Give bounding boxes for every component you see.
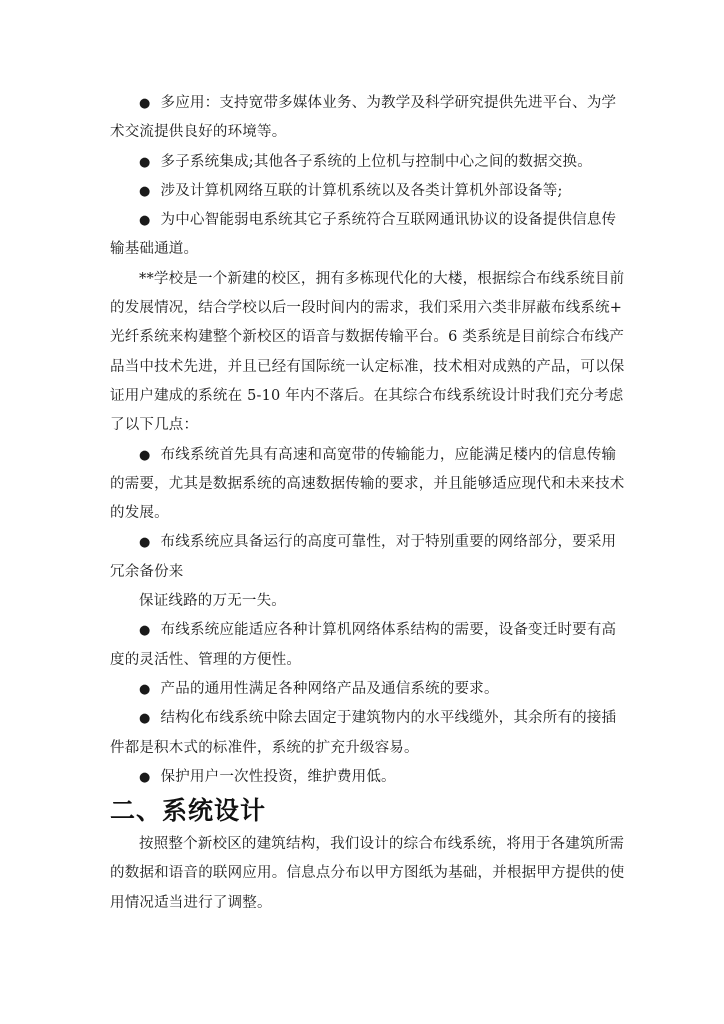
bullet-icon: ● xyxy=(139,769,151,785)
bullet-line: ● 涉及计算机网络互联的计算机系统以及各类计算机外部设备等; xyxy=(139,182,563,199)
bullet-line: ● 多子系统集成;其他各子系统的上位机与控制中心之间的数据交换。 xyxy=(139,153,592,170)
bullet-icon: ● xyxy=(139,183,151,199)
text-line: 按照整个新校区的建筑结构，我们设计的综合布线系统，将用于各建筑所需 xyxy=(139,836,625,853)
considerations-list xyxy=(110,441,625,793)
bullet-line: ● 多应用：支持宽带多媒体业务、为教学及科学研究提供先进平台、为学 xyxy=(139,95,617,111)
bullet-line: ● 保护用户一次性投资，维护费用低。 xyxy=(139,768,396,785)
bullet-icon: ● xyxy=(139,535,151,551)
text-line: 术交流提供良好的环境等。 xyxy=(110,124,287,141)
bullet-line: ● 产品的通用性满足各种网络产品及通信系统的要求。 xyxy=(139,680,499,697)
intro-bullet-list xyxy=(110,89,618,265)
section-heading: 二、系统设计 xyxy=(110,796,267,826)
document-body xyxy=(110,89,625,918)
bullet-icon: ● xyxy=(139,623,151,639)
text-line: 光纤系统来构建整个新校区的语音与数据传输平台。6 类系统是目前综合布线产 xyxy=(110,329,625,346)
bullet-icon: ● xyxy=(139,213,151,229)
bullet-icon: ● xyxy=(139,154,151,170)
text-line: 的需要，尤其是数据系统的高速数据传输的要求，并且能够适应现代和未来技术 xyxy=(110,475,625,492)
bullet-line: ● 布线系统应能适应各种计算机网络体系结构的需要，设备变迁时要有高 xyxy=(139,622,617,639)
text-line: 了以下几点： xyxy=(110,417,199,434)
section-two-paragraph xyxy=(110,830,625,918)
bullet-line: ● 布线系统首先具有高速和高宽带的传输能力，应能满足楼内的信息传输 xyxy=(139,446,617,463)
text-line: 的发展。 xyxy=(110,505,169,522)
text-line: 保证线路的万无一失。 xyxy=(139,593,286,610)
text-line: 的发展情况，结合学校以后一段时间内的需求，我们采用六类非屏蔽布线系统+ xyxy=(110,300,623,317)
text-line: 件都是积木式的标准件，系统的扩充升级容易。 xyxy=(110,739,419,756)
text-line: 用情况适当进行了调整。 xyxy=(110,894,272,911)
bullet-line: ● 布线系统应具备运行的高度可靠性，对于特别重要的网络部分，要采用 xyxy=(139,534,617,551)
text-line: 证用户建成的系统在 5-10 年内不落后。在其综合布线系统设计时我们充分考虑 xyxy=(110,387,624,404)
bullet-icon: ● xyxy=(139,711,151,727)
text-line: 的数据和语音的联网应用。信息点分布以甲方图纸为基础，并根据甲方提供的使 xyxy=(110,865,625,882)
text-line: 品当中技术先进，并且已经有国际统一认定标准，技术相对成熟的产品，可以保 xyxy=(110,358,625,375)
text-line: 冗余备份来 xyxy=(110,563,184,580)
bullet-line: ● 为中心智能弱电系统其它子系统符合互联网通讯协议的设备提供信息传 xyxy=(139,212,617,229)
text-line: **学校是一个新建的校区，拥有多栋现代化的大楼，根据综合布线系统目前 xyxy=(139,270,625,287)
bullet-icon: ● xyxy=(139,447,151,463)
bullet-line: ● 结构化布线系统中除去固定于建筑物内的水平线缆外，其余所有的接插 xyxy=(139,710,617,727)
bullet-icon: ● xyxy=(139,681,151,697)
text-line: 输基础通道。 xyxy=(110,241,199,258)
bullet-icon: ● xyxy=(139,96,151,111)
intro-paragraph xyxy=(110,265,625,441)
text-line: 度的灵活性、管理的方便性。 xyxy=(110,651,302,668)
